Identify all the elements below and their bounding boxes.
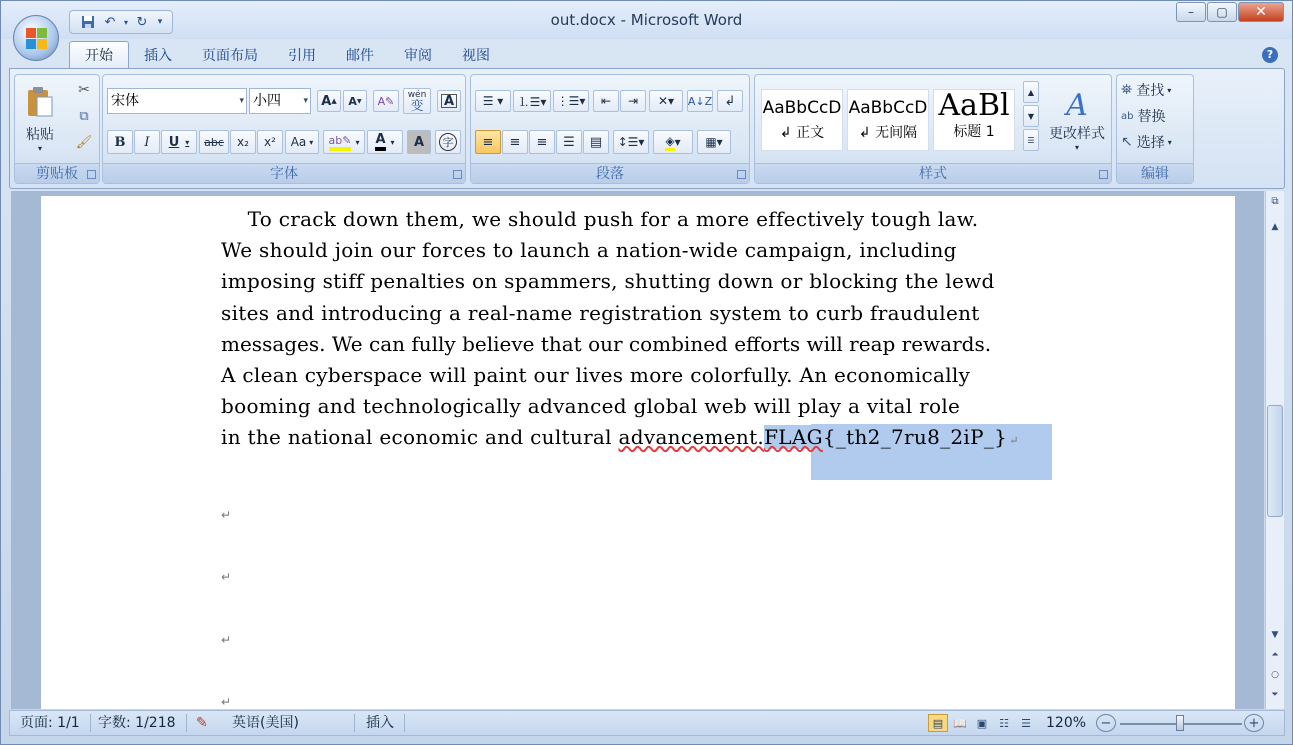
style-heading-1[interactable] [933,89,1015,151]
paragraph-dialog-launcher[interactable] [737,170,746,179]
flag-text: {_th2_7ru8_2iP_} [822,425,1008,450]
undo-icon[interactable]: ↶ [104,14,116,30]
strikethrough-button[interactable]: abc [199,130,229,154]
text-line: imposing stiff penalties on spammers, shutting down or blocking the lewd [221,269,995,294]
document-body[interactable] [221,204,1061,457]
chinese-layout-icon[interactable]: ✕▾ [649,90,683,112]
format-painter-icon[interactable]: 🖌 [75,134,93,150]
web-layout-icon[interactable]: ▣ [976,716,988,730]
customize-qat-icon[interactable]: ▾ [157,17,163,27]
style-name: ↲ 正文 [779,125,825,141]
align-left-icon[interactable]: ≡ [475,130,501,154]
change-styles-label: 更改样式 [1049,126,1105,142]
proofing-icon[interactable]: ✎ [196,715,208,731]
flag-text-prefix: FLAG [764,425,823,450]
paragraph-mark: ↵ [221,508,232,522]
text-line: We should join our forces to launch a nation-wide campaign, including [221,238,957,263]
clear-format-icon[interactable]: A✎ [373,90,399,112]
style-name: ↲ 无间隔 [858,125,918,141]
underline-label: U [168,134,180,150]
editing-group [1116,74,1194,184]
enclose-character-icon: 字 [439,133,457,151]
phonetic-char: 变 [410,99,424,114]
superscript-button[interactable]: x² [257,130,283,154]
clipboard-group [14,74,100,184]
misspelled-word: advancement. [618,425,765,450]
style-preview: AaBbCcD [848,98,928,118]
tab-insert[interactable]: 插入 [144,48,172,64]
paragraph-group [470,74,750,184]
replace-label: 替换 [1137,109,1166,125]
chevron-down-icon: ▾ [355,137,360,147]
paragraph-mark: ↵ [1009,434,1019,448]
select-label: 选择 [1136,135,1165,151]
status-bar [9,710,1285,736]
font-group [102,74,466,184]
redo-icon[interactable]: ↻ [136,14,148,30]
chevron-down-icon: ▾ [303,96,308,106]
tab-references[interactable]: 引用 [288,48,316,64]
close-button[interactable]: ✕ [1238,2,1284,22]
paste-icon [25,86,55,118]
justify-icon[interactable]: ☰ [556,130,582,154]
multilevel-list-icon[interactable]: ⋮☰▾ [553,90,589,112]
font-color-icon: A [375,133,385,151]
replace-button[interactable] [1121,105,1191,127]
text-line: A clean cyberspace will paint our lives more colorfully. An economically [221,363,971,388]
character-border-button[interactable]: A [437,90,461,112]
bold-button[interactable]: B [107,130,133,154]
print-layout-icon[interactable]: ▤ [928,714,948,732]
highlighter-icon: ab✎ [329,134,352,151]
document-page[interactable] [41,196,1235,709]
distribute-icon[interactable]: ▤ [583,130,609,154]
styles-scroll-down-icon[interactable]: ▼ [1023,105,1039,127]
cut-icon[interactable]: ✂ [78,82,90,98]
scroll-up-icon[interactable]: ▲ [1271,222,1279,232]
page-count[interactable]: 页面: 1/1 [20,715,80,731]
font-name-input[interactable] [107,88,247,114]
shrink-font-icon: A [348,94,357,108]
chevron-down-icon: ▾ [239,96,244,106]
enclose-character-button[interactable] [435,130,461,154]
sort-icon[interactable]: A↓Z [687,90,713,112]
tab-page-layout[interactable]: 页面布局 [202,48,258,64]
grow-font-icon: A [321,93,332,109]
previous-page-icon[interactable]: ⏶ [1271,650,1279,660]
font-size-value: 小四 [253,93,281,109]
tab-mailings[interactable]: 邮件 [346,48,374,64]
text-line-prefix: in the national economic and cultural [221,425,619,450]
styles-scroll-up-icon[interactable]: ▲ [1023,81,1039,103]
align-center-icon[interactable]: ≡ [502,130,528,154]
find-label: 查找 [1136,83,1165,99]
text-line: To crack down them, we should push for a more effectively tough law. [221,207,979,231]
phonetic-guide-button[interactable] [403,88,431,114]
change-case-label: Aa [290,135,307,149]
chevron-down-icon: ▾ [1074,143,1079,152]
undo-dropdown-icon[interactable]: ▾ [123,17,128,27]
style-preview: AaBl [938,88,1010,123]
chevron-down-icon: ▾ [1167,85,1172,95]
paragraph-group-label: 段落 [471,163,749,183]
text-line: sites and introducing a real-name registration system to curb fraudulent [221,300,980,325]
replace-icon: ab [1121,110,1134,122]
tab-view[interactable]: 视图 [462,48,490,64]
text-line-last [221,422,1061,456]
document-area [11,191,1264,709]
minimize-button[interactable]: – [1176,2,1206,22]
zoom-out-icon[interactable]: − [1096,714,1116,732]
numbering-icon[interactable]: ⒈☰▾ [513,90,551,112]
ruler-toggle-icon[interactable]: ⧉ [1271,195,1279,207]
line-spacing-icon[interactable]: ↕☰▾ [613,130,649,154]
browse-object-icon[interactable]: ○ [1271,670,1279,680]
paste-label: 粘贴 [26,126,54,143]
separator [90,714,91,732]
borders-icon[interactable]: ▦▾ [697,130,731,154]
italic-button[interactable]: I [134,130,160,154]
help-icon[interactable]: ? [1262,47,1278,63]
text-line: booming and technologically advanced global web will play a vital role [221,394,961,419]
align-right-icon[interactable]: ≡ [529,130,555,154]
office-button[interactable] [13,15,59,61]
copy-icon[interactable]: ⧉ [79,108,89,124]
vertical-scrollbar[interactable] [1265,191,1284,709]
subscript-button[interactable]: x₂ [230,130,256,154]
phonetic-text: wén [407,90,427,100]
cursor-icon: ↖ [1121,134,1133,150]
styles-more-icon[interactable]: ☰ [1023,129,1039,151]
paragraph-mark: ↵ [221,570,232,584]
decrease-indent-icon[interactable]: ⇤ [593,90,619,112]
window-controls [1176,2,1284,22]
tab-home[interactable]: 开始 [69,41,129,69]
change-case-button[interactable] [285,130,319,154]
language[interactable]: 英语(美国) [232,715,299,731]
next-page-icon[interactable]: ⏷ [1271,690,1279,700]
shading-icon[interactable]: ◈ ▾ [653,130,693,154]
chevron-down-icon: ▾ [185,137,190,147]
zoom-in-icon[interactable]: + [1244,714,1264,732]
paste-dropdown-icon: ▾ [37,143,42,153]
styles-group [754,74,1112,184]
font-size-input[interactable] [249,88,311,114]
chevron-down-icon: ▾ [309,137,314,147]
style-no-spacing[interactable] [847,89,929,151]
scroll-thumb[interactable] [1267,405,1283,517]
word-count[interactable]: 字数: 1/218 [98,715,176,731]
clipboard-group-label: 剪贴板 [15,163,99,183]
select-button[interactable] [1121,131,1191,153]
editing-group-label: 编辑 [1117,163,1193,183]
font-name-value: 宋体 [111,93,139,109]
font-group-label: 字体 [103,163,465,183]
chevron-down-icon: ▾ [1167,137,1172,147]
chevron-down-icon: ▾ [390,137,395,147]
text-line: messages. We can fully believe that our combined efforts will reap rewards. [221,331,992,356]
insert-mode[interactable]: 插入 [366,715,394,731]
clipboard-dialog-launcher[interactable] [87,170,96,179]
full-screen-reading-icon[interactable]: 📖 [953,716,967,730]
style-preview: AaBbCcD [762,98,842,118]
increase-indent-icon[interactable]: ⇥ [620,90,646,112]
paragraph-mark: ↵ [221,633,232,647]
paragraph-mark: ↵ [221,695,232,709]
outline-icon[interactable]: ☷ [999,716,1009,730]
change-styles-icon: A [1066,88,1088,123]
font-dialog-launcher[interactable] [453,170,462,179]
separator [354,714,355,732]
font-color-button[interactable] [367,130,403,154]
paste-button[interactable] [21,79,59,159]
ribbon-tabs [69,41,505,69]
underline-button[interactable] [161,130,197,154]
styles-dialog-launcher[interactable] [1099,170,1108,179]
styles-group-label: 样式 [755,163,1111,183]
paint-bucket-icon: ◈ [665,134,674,151]
style-name: 标题 1 [953,124,995,140]
show-marks-icon[interactable]: ↲ [717,90,743,112]
title-bar [1,1,1292,39]
draft-icon[interactable]: ☰ [1021,716,1031,730]
bullets-icon[interactable]: ☰ ▾ [475,90,511,112]
zoom-level[interactable]: 120% [1046,715,1087,731]
character-shading-icon[interactable]: A [407,130,431,154]
binoculars-icon: ⛯ [1121,82,1133,98]
ribbon [9,68,1285,189]
office-logo-icon [26,28,48,50]
highlight-button[interactable] [323,130,365,154]
separator [404,714,405,732]
style-normal[interactable] [761,89,843,151]
shrink-font-button[interactable]: A ▼ [343,90,367,112]
zoom-slider-thumb[interactable] [1176,715,1184,731]
maximize-button[interactable]: ▢ [1207,2,1237,22]
grow-font-button[interactable]: A ▲ [317,90,341,112]
find-button[interactable] [1121,79,1191,101]
tab-review[interactable]: 审阅 [404,48,432,64]
separator [186,714,187,732]
change-styles-button[interactable] [1045,79,1109,161]
scroll-down-icon[interactable]: ▼ [1271,630,1279,640]
window-title: out.docx - Microsoft Word [550,11,743,29]
